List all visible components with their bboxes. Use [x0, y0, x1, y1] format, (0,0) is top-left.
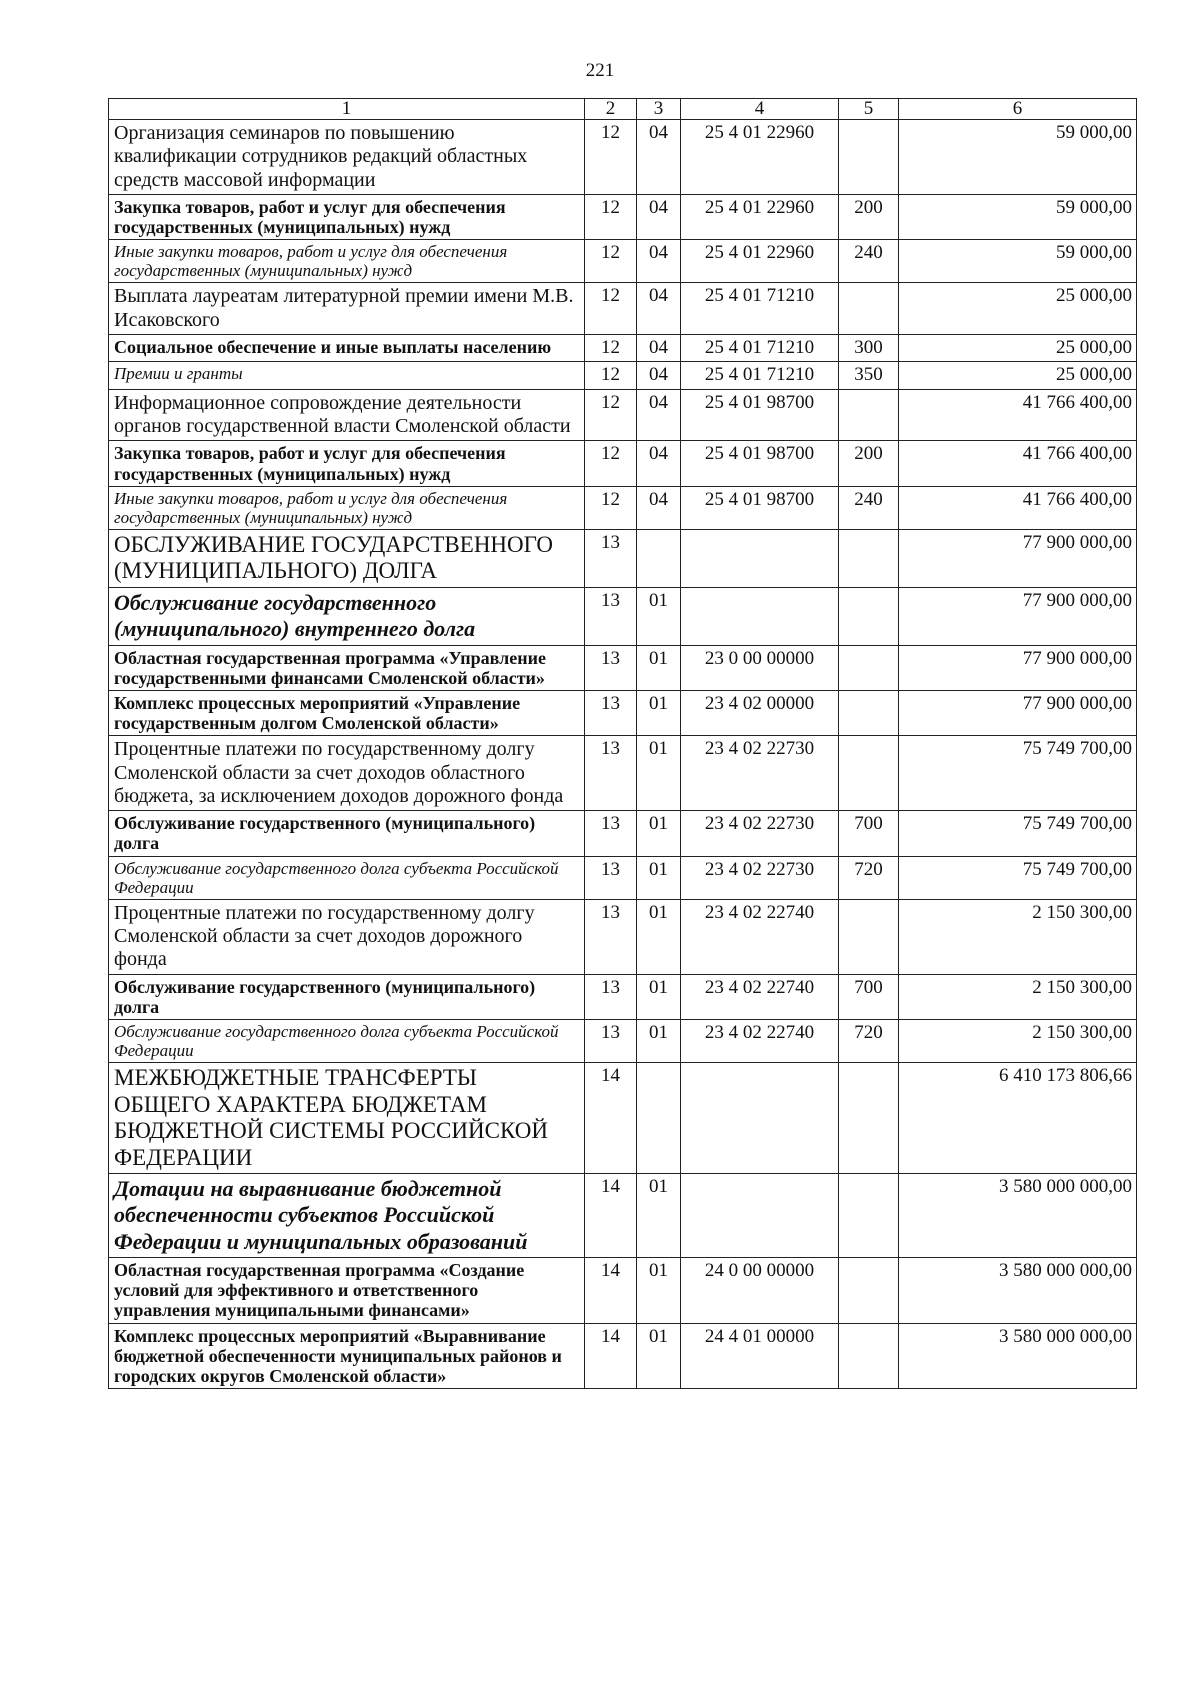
- expense-type-cell: [839, 1323, 899, 1388]
- expense-type-cell: [839, 389, 899, 441]
- expense-type-cell: [839, 283, 899, 335]
- amount-cell: 77 900 000,00: [899, 587, 1137, 645]
- target-article-cell: 25 4 01 71210: [681, 362, 839, 389]
- target-article-cell: 25 4 01 22960: [681, 240, 839, 283]
- subsection-code-cell: 01: [637, 645, 681, 690]
- subsection-code-cell: 01: [637, 736, 681, 811]
- table-row: [109, 1323, 1137, 1388]
- section-code-cell: 14: [585, 1173, 637, 1257]
- amount-cell: 59 000,00: [899, 195, 1137, 240]
- section-code-cell: 12: [585, 195, 637, 240]
- item-name-cell: Закупка товаров, работ и услуг для обеспечения государственных (муниципальных) нужд: [109, 195, 585, 240]
- amount-cell: 59 000,00: [899, 119, 1137, 194]
- item-name-cell: Организация семинаров по повышению квалификации сотрудников редакций областных средств массовой информации: [109, 119, 585, 194]
- item-name-cell: Процентные платежи по государственному долгу Смоленской области за счет доходов областного бюджета, за исключением доходов дорожного фонда: [109, 736, 585, 811]
- table-row: [109, 119, 1137, 194]
- table-row: [109, 587, 1137, 645]
- subsection-code-cell: 04: [637, 283, 681, 335]
- amount-cell: 2 150 300,00: [899, 1020, 1137, 1063]
- section-code-cell: 13: [585, 856, 637, 899]
- target-article-cell: 25 4 01 98700: [681, 486, 839, 529]
- target-article-cell: 23 4 02 22730: [681, 811, 839, 856]
- page-number: 221: [585, 60, 615, 81]
- expense-type-cell: 720: [839, 856, 899, 899]
- target-article-cell: [681, 529, 839, 587]
- section-code-cell: 12: [585, 389, 637, 441]
- amount-cell: 75 749 700,00: [899, 736, 1137, 811]
- subsection-code-cell: [637, 1063, 681, 1174]
- expense-type-cell: [839, 1063, 899, 1174]
- table-row: [109, 283, 1137, 335]
- amount-cell: 3 580 000 000,00: [899, 1173, 1137, 1257]
- item-name-cell: Иные закупки товаров, работ и услуг для обеспечения государственных (муниципальных) нужд: [109, 240, 585, 283]
- section-code-cell: 13: [585, 811, 637, 856]
- section-code-cell: 12: [585, 486, 637, 529]
- target-article-cell: 23 0 00 00000: [681, 645, 839, 690]
- expense-type-cell: 240: [839, 486, 899, 529]
- table-row: [109, 362, 1137, 389]
- item-name-cell: Обслуживание государственного долга субъекта Российской Федерации: [109, 856, 585, 899]
- subsection-code-cell: 04: [637, 389, 681, 441]
- item-name-cell: ОБСЛУЖИВАНИЕ ГОСУДАРСТВЕННОГО (МУНИЦИПАЛЬНОГО) ДОЛГА: [109, 529, 585, 587]
- section-code-cell: 12: [585, 119, 637, 194]
- header-cell-4: 4: [681, 99, 839, 120]
- amount-cell: 3 580 000 000,00: [899, 1323, 1137, 1388]
- expense-type-cell: [839, 645, 899, 690]
- header-cell-2: 2: [585, 99, 637, 120]
- amount-cell: 25 000,00: [899, 335, 1137, 362]
- table-row: [109, 486, 1137, 529]
- target-article-cell: [681, 587, 839, 645]
- amount-cell: 77 900 000,00: [899, 645, 1137, 690]
- subsection-code-cell: 01: [637, 856, 681, 899]
- item-name-cell: МЕЖБЮДЖЕТНЫЕ ТРАНСФЕРТЫ ОБЩЕГО ХАРАКТЕРА БЮДЖЕТАМ БЮДЖЕТНОЙ СИСТЕМЫ РОССИЙСКОЙ ФЕДЕРАЦИИ: [109, 1063, 585, 1174]
- target-article-cell: 23 4 02 22730: [681, 856, 839, 899]
- target-article-cell: 23 4 02 22740: [681, 974, 839, 1019]
- section-code-cell: 13: [585, 736, 637, 811]
- subsection-code-cell: 01: [637, 1323, 681, 1388]
- target-article-cell: 23 4 02 22740: [681, 1020, 839, 1063]
- amount-cell: 2 150 300,00: [899, 899, 1137, 974]
- budget-table: [108, 98, 1137, 1389]
- subsection-code-cell: 01: [637, 899, 681, 974]
- section-code-cell: 14: [585, 1258, 637, 1323]
- target-article-cell: 24 4 01 00000: [681, 1323, 839, 1388]
- section-code-cell: 12: [585, 335, 637, 362]
- subsection-code-cell: 01: [637, 811, 681, 856]
- item-name-cell: Обслуживание государственного (муниципального) долга: [109, 974, 585, 1019]
- table-row: [109, 736, 1137, 811]
- subsection-code-cell: 04: [637, 441, 681, 486]
- item-name-cell: Процентные платежи по государственному долгу Смоленской области за счет доходов дорожного фонда: [109, 899, 585, 974]
- section-code-cell: 12: [585, 362, 637, 389]
- item-name-cell: Областная государственная программа «Управление государственными финансами Смоленской области»: [109, 645, 585, 690]
- table-body: [109, 99, 1137, 1389]
- expense-type-cell: 700: [839, 811, 899, 856]
- amount-cell: 2 150 300,00: [899, 974, 1137, 1019]
- expense-type-cell: 200: [839, 195, 899, 240]
- expense-type-cell: [839, 119, 899, 194]
- subsection-code-cell: 04: [637, 486, 681, 529]
- target-article-cell: 25 4 01 71210: [681, 283, 839, 335]
- target-article-cell: [681, 1063, 839, 1174]
- subsection-code-cell: 04: [637, 195, 681, 240]
- item-name-cell: Информационное сопровождение деятельности органов государственной власти Смоленской области: [109, 389, 585, 441]
- amount-cell: 41 766 400,00: [899, 389, 1137, 441]
- item-name-cell: Социальное обеспечение и иные выплаты населению: [109, 335, 585, 362]
- subsection-code-cell: 01: [637, 974, 681, 1019]
- expense-type-cell: [839, 736, 899, 811]
- target-article-cell: 25 4 01 98700: [681, 389, 839, 441]
- section-code-cell: 13: [585, 529, 637, 587]
- amount-cell: 75 749 700,00: [899, 856, 1137, 899]
- expense-type-cell: [839, 529, 899, 587]
- table-row: [109, 529, 1137, 587]
- expense-type-cell: [839, 1173, 899, 1257]
- header-cell-3: 3: [637, 99, 681, 120]
- subsection-code-cell: [637, 529, 681, 587]
- table-row: [109, 389, 1137, 441]
- expense-type-cell: [839, 587, 899, 645]
- amount-cell: 77 900 000,00: [899, 529, 1137, 587]
- table-row: [109, 899, 1137, 974]
- subsection-code-cell: 01: [637, 1020, 681, 1063]
- subsection-code-cell: 04: [637, 335, 681, 362]
- subsection-code-cell: 01: [637, 1173, 681, 1257]
- amount-cell: 6 410 173 806,66: [899, 1063, 1137, 1174]
- amount-cell: 3 580 000 000,00: [899, 1258, 1137, 1323]
- amount-cell: 25 000,00: [899, 362, 1137, 389]
- subsection-code-cell: 04: [637, 362, 681, 389]
- table-row: [109, 1173, 1137, 1257]
- table-row: [109, 690, 1137, 735]
- expense-type-cell: 700: [839, 974, 899, 1019]
- target-article-cell: 24 0 00 00000: [681, 1258, 839, 1323]
- target-article-cell: 25 4 01 22960: [681, 195, 839, 240]
- target-article-cell: 25 4 01 71210: [681, 335, 839, 362]
- item-name-cell: Комплекс процессных мероприятий «Выравнивание бюджетной обеспеченности муниципальных районов и городских округов Смоленской области»: [109, 1323, 585, 1388]
- header-cell-5: 5: [839, 99, 899, 120]
- section-code-cell: 13: [585, 587, 637, 645]
- item-name-cell: Обслуживание государственного (муниципального) долга: [109, 811, 585, 856]
- expense-type-cell: 240: [839, 240, 899, 283]
- item-name-cell: Комплекс процессных мероприятий «Управление государственным долгом Смоленской области»: [109, 690, 585, 735]
- target-article-cell: [681, 1173, 839, 1257]
- expense-type-cell: 300: [839, 335, 899, 362]
- amount-cell: 77 900 000,00: [899, 690, 1137, 735]
- section-code-cell: 13: [585, 899, 637, 974]
- amount-cell: 41 766 400,00: [899, 486, 1137, 529]
- section-code-cell: 14: [585, 1323, 637, 1388]
- header-row: [109, 99, 1137, 120]
- amount-cell: 25 000,00: [899, 283, 1137, 335]
- target-article-cell: 25 4 01 22960: [681, 119, 839, 194]
- item-name-cell: Закупка товаров, работ и услуг для обеспечения государственных (муниципальных) нужд: [109, 441, 585, 486]
- subsection-code-cell: 04: [637, 240, 681, 283]
- section-code-cell: 12: [585, 240, 637, 283]
- subsection-code-cell: 01: [637, 587, 681, 645]
- subsection-code-cell: 01: [637, 690, 681, 735]
- amount-cell: 75 749 700,00: [899, 811, 1137, 856]
- section-code-cell: 13: [585, 690, 637, 735]
- table-row: [109, 1020, 1137, 1063]
- table-row: [109, 441, 1137, 486]
- item-name-cell: Обслуживание государственного долга субъекта Российской Федерации: [109, 1020, 585, 1063]
- section-code-cell: 13: [585, 645, 637, 690]
- section-code-cell: 12: [585, 283, 637, 335]
- amount-cell: 59 000,00: [899, 240, 1137, 283]
- amount-cell: 41 766 400,00: [899, 441, 1137, 486]
- expense-type-cell: [839, 899, 899, 974]
- section-code-cell: 13: [585, 974, 637, 1019]
- expense-type-cell: [839, 690, 899, 735]
- expense-type-cell: 350: [839, 362, 899, 389]
- table-row: [109, 856, 1137, 899]
- section-code-cell: 13: [585, 1020, 637, 1063]
- header-cell-1: 1: [109, 99, 585, 120]
- section-code-cell: 12: [585, 441, 637, 486]
- target-article-cell: 23 4 02 00000: [681, 690, 839, 735]
- table-row: [109, 1063, 1137, 1174]
- subsection-code-cell: 01: [637, 1258, 681, 1323]
- item-name-cell: Иные закупки товаров, работ и услуг для обеспечения государственных (муниципальных) нужд: [109, 486, 585, 529]
- expense-type-cell: [839, 1258, 899, 1323]
- section-code-cell: 14: [585, 1063, 637, 1174]
- target-article-cell: 23 4 02 22740: [681, 899, 839, 974]
- item-name-cell: Выплата лауреатам литературной премии имени М.В. Исаковского: [109, 283, 585, 335]
- target-article-cell: 23 4 02 22730: [681, 736, 839, 811]
- table-row: [109, 240, 1137, 283]
- table-row: [109, 335, 1137, 362]
- table-row: [109, 1258, 1137, 1323]
- item-name-cell: Областная государственная программа «Создание условий для эффективного и ответственного управления муниципальными финансами»: [109, 1258, 585, 1323]
- table-row: [109, 811, 1137, 856]
- header-cell-6: 6: [899, 99, 1137, 120]
- table-row: [109, 195, 1137, 240]
- subsection-code-cell: 04: [637, 119, 681, 194]
- table-row: [109, 645, 1137, 690]
- expense-type-cell: 720: [839, 1020, 899, 1063]
- target-article-cell: 25 4 01 98700: [681, 441, 839, 486]
- item-name-cell: Дотации на выравнивание бюджетной обеспеченности субъектов Российской Федерации и муниципальных образований: [109, 1173, 585, 1257]
- table-row: [109, 974, 1137, 1019]
- expense-type-cell: 200: [839, 441, 899, 486]
- item-name-cell: Премии и гранты: [109, 362, 585, 389]
- item-name-cell: Обслуживание государственного (муниципального) внутреннего долга: [109, 587, 585, 645]
